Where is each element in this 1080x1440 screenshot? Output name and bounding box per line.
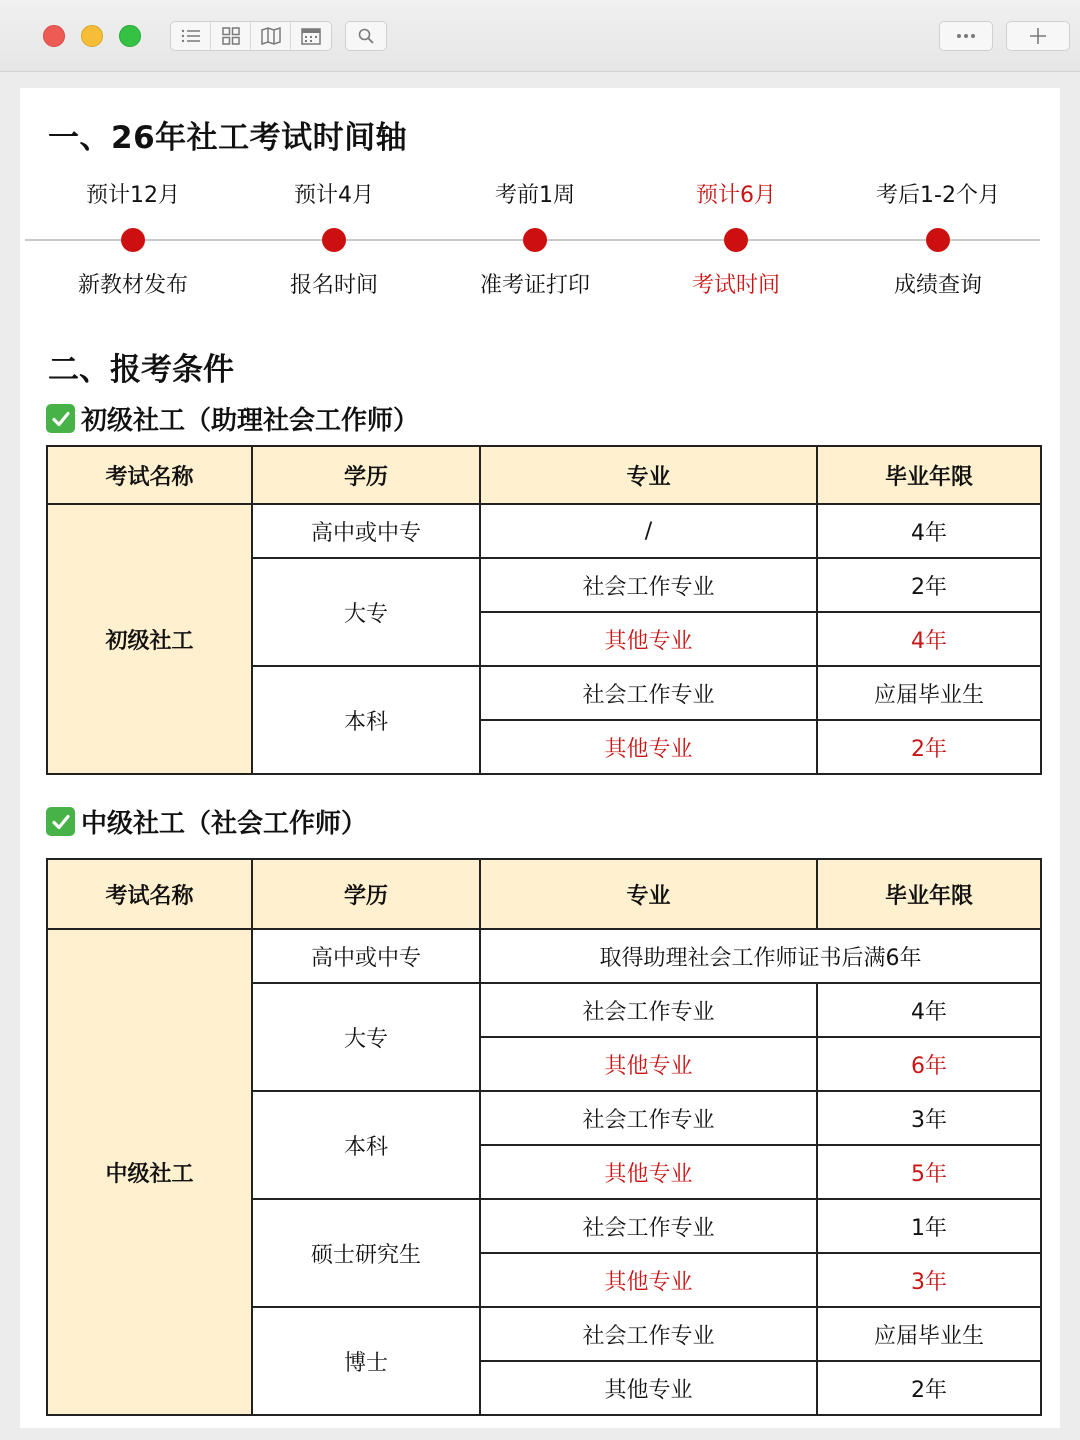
table-header-row: [47, 446, 1041, 504]
calendar-icon[interactable]: [291, 22, 331, 50]
list-icon[interactable]: [171, 22, 211, 50]
major-cell: 社会工作专业: [480, 1307, 817, 1361]
major-cell: /: [480, 504, 817, 558]
search-icon[interactable]: [346, 22, 386, 50]
major-cell: 其他专业: [480, 1037, 817, 1091]
view-mode-group: [170, 21, 332, 51]
junior-conditions-table: [46, 445, 1042, 775]
note-page: [20, 88, 1060, 1428]
timeline-event: 准考证打印: [479, 273, 590, 298]
more-group: [939, 21, 993, 51]
years-cell: 4年: [817, 983, 1041, 1037]
junior-section-label: 初级社工（助理社会工作师）: [81, 406, 420, 436]
exam-name-cell: 初级社工: [47, 504, 252, 774]
timeline-event: 报名时间: [289, 273, 378, 298]
timeline-date: 考后1-2个月: [876, 183, 1000, 208]
major-cell: 社会工作专业: [480, 1091, 817, 1145]
column-header: 学历: [252, 446, 480, 504]
major-cell: 社会工作专业: [480, 983, 817, 1037]
check-mark-icon: [46, 404, 75, 433]
years-cell: 4年: [817, 504, 1041, 558]
years-cell: 应届毕业生: [817, 1307, 1041, 1361]
timeline-dot: [724, 228, 748, 252]
years-cell: 2年: [817, 720, 1041, 774]
column-header: 专业: [480, 446, 817, 504]
check-mark-icon: [46, 807, 75, 836]
major-cell: 社会工作专业: [480, 1199, 817, 1253]
years-cell: 3年: [817, 1091, 1041, 1145]
timeline-date: 预计4月: [294, 183, 374, 208]
major-cell: 其他专业: [480, 720, 817, 774]
years-cell: 3年: [817, 1253, 1041, 1307]
minimize-window-button[interactable]: [81, 25, 103, 47]
education-cell: 高中或中专: [252, 504, 480, 558]
column-header: 考试名称: [47, 859, 252, 929]
major-cell: 社会工作专业: [480, 558, 817, 612]
major-cell: 其他专业: [480, 1253, 817, 1307]
years-cell: 2年: [817, 1361, 1041, 1415]
major-cell: 其他专业: [480, 1361, 817, 1415]
column-header: 专业: [480, 859, 817, 929]
column-header: 学历: [252, 859, 480, 929]
timeline-dot: [322, 228, 346, 252]
middle-conditions-table: [46, 858, 1042, 1416]
window-titlebar: [0, 0, 1080, 72]
timeline-event: 考试时间: [691, 273, 780, 298]
education-cell: 高中或中专: [252, 929, 480, 983]
education-cell: 本科: [252, 1091, 480, 1199]
major-cell: 社会工作专业: [480, 666, 817, 720]
more-icon[interactable]: [940, 22, 992, 50]
column-header: 考试名称: [47, 446, 252, 504]
column-header: 毕业年限: [817, 859, 1041, 929]
column-header: 毕业年限: [817, 446, 1041, 504]
exam-name-cell: 中级社工: [47, 929, 252, 1415]
middle-section-title: [46, 803, 367, 840]
major-cell: 其他专业: [480, 1145, 817, 1199]
timeline-date: 预计6月: [696, 183, 776, 208]
years-cell: 2年: [817, 558, 1041, 612]
grid-icon[interactable]: [211, 22, 251, 50]
timeline-date: 考前1周: [495, 183, 575, 208]
map-icon[interactable]: [251, 22, 291, 50]
search-group: [345, 21, 387, 51]
timeline-dot: [523, 228, 547, 252]
years-cell: 4年: [817, 612, 1041, 666]
education-cell: 本科: [252, 666, 480, 774]
years-cell: 5年: [817, 1145, 1041, 1199]
table-row: [47, 929, 1041, 983]
timeline-dot: [121, 228, 145, 252]
education-cell: 硕士研究生: [252, 1199, 480, 1307]
zoom-window-button[interactable]: [119, 25, 141, 47]
major-cell: 其他专业: [480, 612, 817, 666]
education-cell: 大专: [252, 983, 480, 1091]
table-row: [47, 504, 1041, 558]
timeline-event: 成绩查询: [893, 273, 982, 298]
timeline-dot: [926, 228, 950, 252]
education-cell: 博士: [252, 1307, 480, 1415]
requirement-note-cell: 取得助理社会工作师证书后满6年: [480, 929, 1041, 983]
add-group: [1006, 21, 1070, 51]
middle-section-label: 中级社工（社会工作师）: [81, 809, 368, 839]
timeline-date: 预计12月: [86, 183, 180, 208]
timeline-event: 新教材发布: [77, 273, 188, 298]
timeline-title: 一、26年社工考试时间轴: [48, 120, 408, 156]
years-cell: 应届毕业生: [817, 666, 1041, 720]
years-cell: 1年: [817, 1199, 1041, 1253]
conditions-title: 二、报考条件: [48, 352, 234, 388]
close-window-button[interactable]: [43, 25, 65, 47]
education-cell: 大专: [252, 558, 480, 666]
table-header-row: [47, 859, 1041, 929]
junior-section-title: [46, 400, 419, 437]
add-icon[interactable]: [1007, 22, 1069, 50]
years-cell: 6年: [817, 1037, 1041, 1091]
